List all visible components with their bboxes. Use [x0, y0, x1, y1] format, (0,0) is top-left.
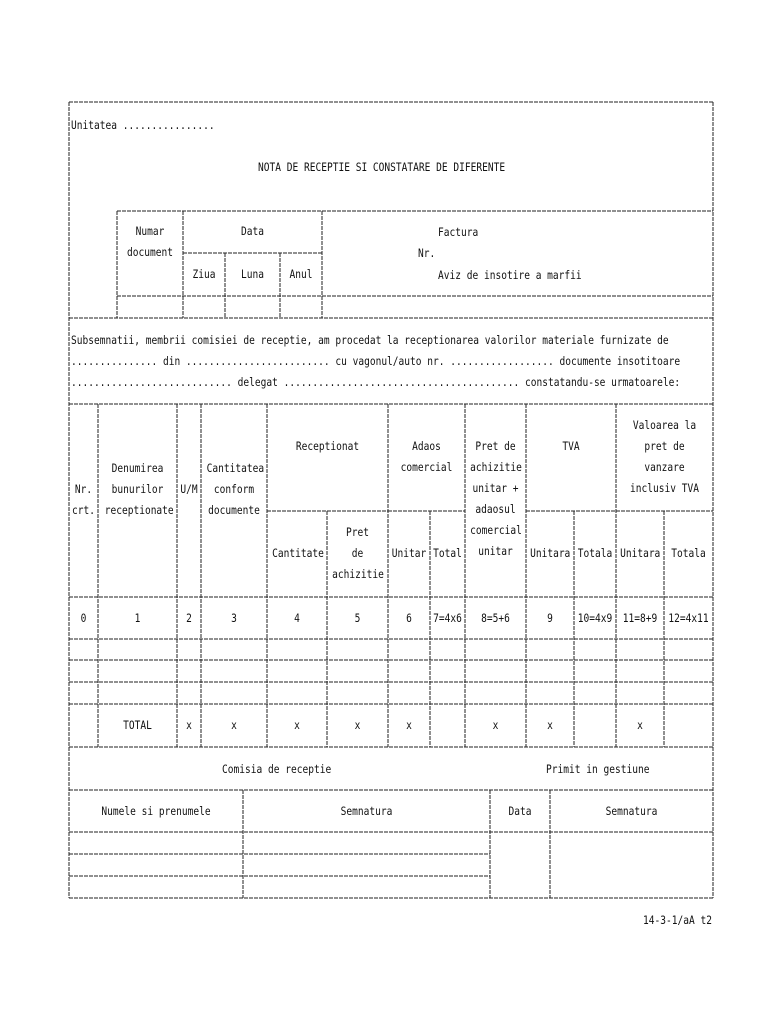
col-adaos-unitar-header: Unitar — [391, 546, 427, 560]
col-receptionat-header: Receptionat — [295, 439, 360, 453]
col-cantitate-doc-header: Cantitatea conform documente — [206, 461, 265, 517]
numar-document-label: Numar document — [127, 224, 173, 259]
total-label: TOTAL — [123, 718, 152, 732]
col-um-header: U/M — [180, 482, 198, 496]
column-number: 4 — [294, 611, 300, 625]
total-mark: x — [186, 718, 192, 732]
column-number: 11=8+9 — [622, 611, 658, 625]
column-number: 0 — [80, 611, 87, 625]
factura-label: Factura — [438, 225, 479, 239]
received-label: Primit in gestiune — [546, 762, 650, 776]
column-number: 3 — [231, 611, 237, 625]
unit-label: Unitatea ................ — [71, 118, 215, 132]
ziua-label: Ziua — [192, 267, 216, 281]
col-val-unitara-header: Unitara — [620, 546, 661, 560]
column-number: 12=4x11 — [668, 611, 709, 625]
signature-header: Semnatura — [340, 804, 393, 818]
column-number: 5 — [354, 611, 361, 625]
total-mark: x — [406, 718, 412, 732]
form-code: 14-3-1/aA t2 — [643, 913, 712, 927]
signature-received-header: Semnatura — [605, 804, 658, 818]
col-tva-header: TVA — [562, 439, 580, 453]
col-val-totala-header: Totala — [671, 546, 706, 560]
statement-line-3: ............................ delegat ......................................... constatandu-se urmatoarele: — [71, 375, 681, 389]
statement-line-1: Subsemnatii, membrii comisiei de receptie, am procedat la receptionarea valorilor materiale furnizate de — [71, 333, 669, 347]
column-number: 2 — [186, 611, 192, 625]
aviz-label: Aviz de insotire a marfii — [438, 268, 582, 282]
total-mark: x — [231, 718, 237, 732]
form-title: NOTA DE RECEPTIE SI CONSTATARE DE DIFERENTE — [258, 160, 506, 174]
column-number: 7=4x6 — [433, 611, 462, 625]
total-mark: x — [294, 718, 300, 732]
total-mark: x — [547, 718, 553, 732]
col-tva-unitara-header: Unitara — [530, 546, 571, 560]
col-tva-totala-header: Totala — [577, 546, 613, 560]
col-adaos-header: Adaos comercial — [400, 439, 453, 474]
date-header: Data — [508, 804, 532, 818]
col-pret-achizitie-header: Pret de achizitie — [332, 525, 384, 581]
col-denumire-header: Denumirea bunurilor receptionate — [104, 461, 174, 517]
column-number: 1 — [134, 611, 141, 625]
column-number: 10=4x9 — [577, 611, 613, 625]
column-number: 9 — [547, 611, 553, 625]
statement-line-2: ............... din ......................... cu vagonul/auto nr. .................. documente insotitoare — [71, 354, 681, 368]
data-label: Data — [240, 224, 264, 238]
col-nr-crt-header: Nr. crt. — [71, 482, 95, 517]
col-valoare-header: Valoarea la pret de vanzare inclusiv TVA — [630, 418, 699, 495]
anul-label: Anul — [289, 267, 313, 281]
col-pret-unitar-header: Pret de achizitie unitar + adaosul comercial unitar — [470, 439, 522, 558]
name-header: Numele si prenumele — [101, 804, 211, 818]
commission-label: Comisia de receptie — [222, 762, 332, 776]
column-number: 6 — [406, 611, 412, 625]
total-mark: x — [354, 718, 361, 732]
column-number: 8=5+6 — [481, 611, 510, 625]
nr-label: Nr. — [418, 246, 436, 260]
col-cantitate-header: Cantitate — [272, 546, 324, 560]
total-mark: x — [492, 718, 499, 732]
col-adaos-total-header: Total — [433, 546, 462, 560]
luna-label: Luna — [240, 267, 264, 281]
total-mark: x — [637, 718, 643, 732]
